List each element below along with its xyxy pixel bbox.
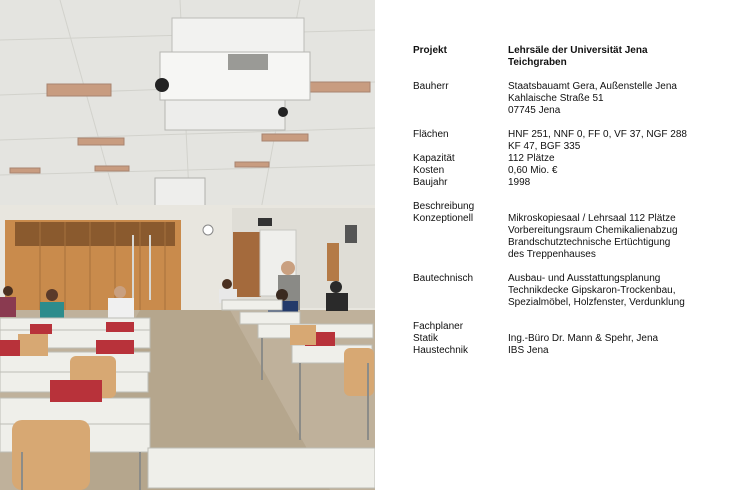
label-kapazitaet: Kapazität [413,153,455,164]
value-flaechen [508,129,738,153]
row-flaechen [413,129,738,153]
label-fachplaner: Fachplaner [413,321,464,332]
value-line: Staatsbauamt Gera, Außenstelle Jena [508,81,677,92]
value-baujahr: 1998 [508,177,531,188]
value-line: Vorbereitungsraum Chemikalienabzug [508,225,678,236]
value-line: KF 47, BGF 335 [508,141,581,152]
value-line: 07745 Jena [508,105,561,116]
row-haustechnik [413,345,738,357]
value-statik: Ing.-Büro Dr. Mann & Spehr, Jena [508,333,659,344]
row-baujahr [413,177,738,189]
label-statik: Statik [413,333,439,344]
row-projekt [413,45,738,69]
row-konzeptionell [413,213,738,261]
row-kapazitaet [413,153,738,165]
value-line: Teichgraben [508,57,567,68]
value-line: Ausbau- und Ausstattungsplanung [508,273,661,284]
value-line: Brandschutztechnische Ertüchtigung [508,237,671,248]
row-bautechnisch [413,273,738,309]
label-kosten: Kosten [413,165,445,176]
value-kapazitaet: 112 Plätze [508,153,555,164]
value-line: Lehrsäle der Universität Jena [508,45,648,56]
value-bautechnisch [508,273,738,309]
value-projekt [508,45,738,69]
value-line: Technikdecke Gipskaron-Trockenbau, [508,285,676,296]
label-haustechnik: Haustechnik [413,345,469,356]
label-projekt: Projekt [413,45,447,56]
label-flaechen: Flächen [413,129,449,140]
label-konzeptionell: Konzeptionell [413,213,474,224]
value-line: HNF 251, NNF 0, FF 0, VF 37, NGF 288 [508,129,687,140]
row-kosten [413,165,738,177]
label-bautechnisch: Bautechnisch [413,273,474,284]
value-line: Spezialmöbel, Holzfenster, Verdunklung [508,297,685,308]
row-bauherr [413,81,738,117]
project-info [413,45,738,357]
value-haustechnik: IBS Jena [508,345,549,356]
label-beschreibung: Beschreibung [413,201,475,212]
value-bauherr [508,81,738,117]
row-beschreibung [413,201,738,213]
label-bauherr: Bauherr [413,81,449,92]
value-line: Mikroskopiesaal / Lehrsaal 112 Plätze [508,213,676,224]
value-kosten: 0,60 Mio. € [508,165,558,176]
value-line: Kahlaische Straße 51 [508,93,604,104]
label-baujahr: Baujahr [413,177,448,188]
row-statik [413,333,738,345]
row-fachplaner [413,321,738,333]
value-konzeptionell [508,213,738,261]
value-line: des Treppenhauses [508,249,596,260]
